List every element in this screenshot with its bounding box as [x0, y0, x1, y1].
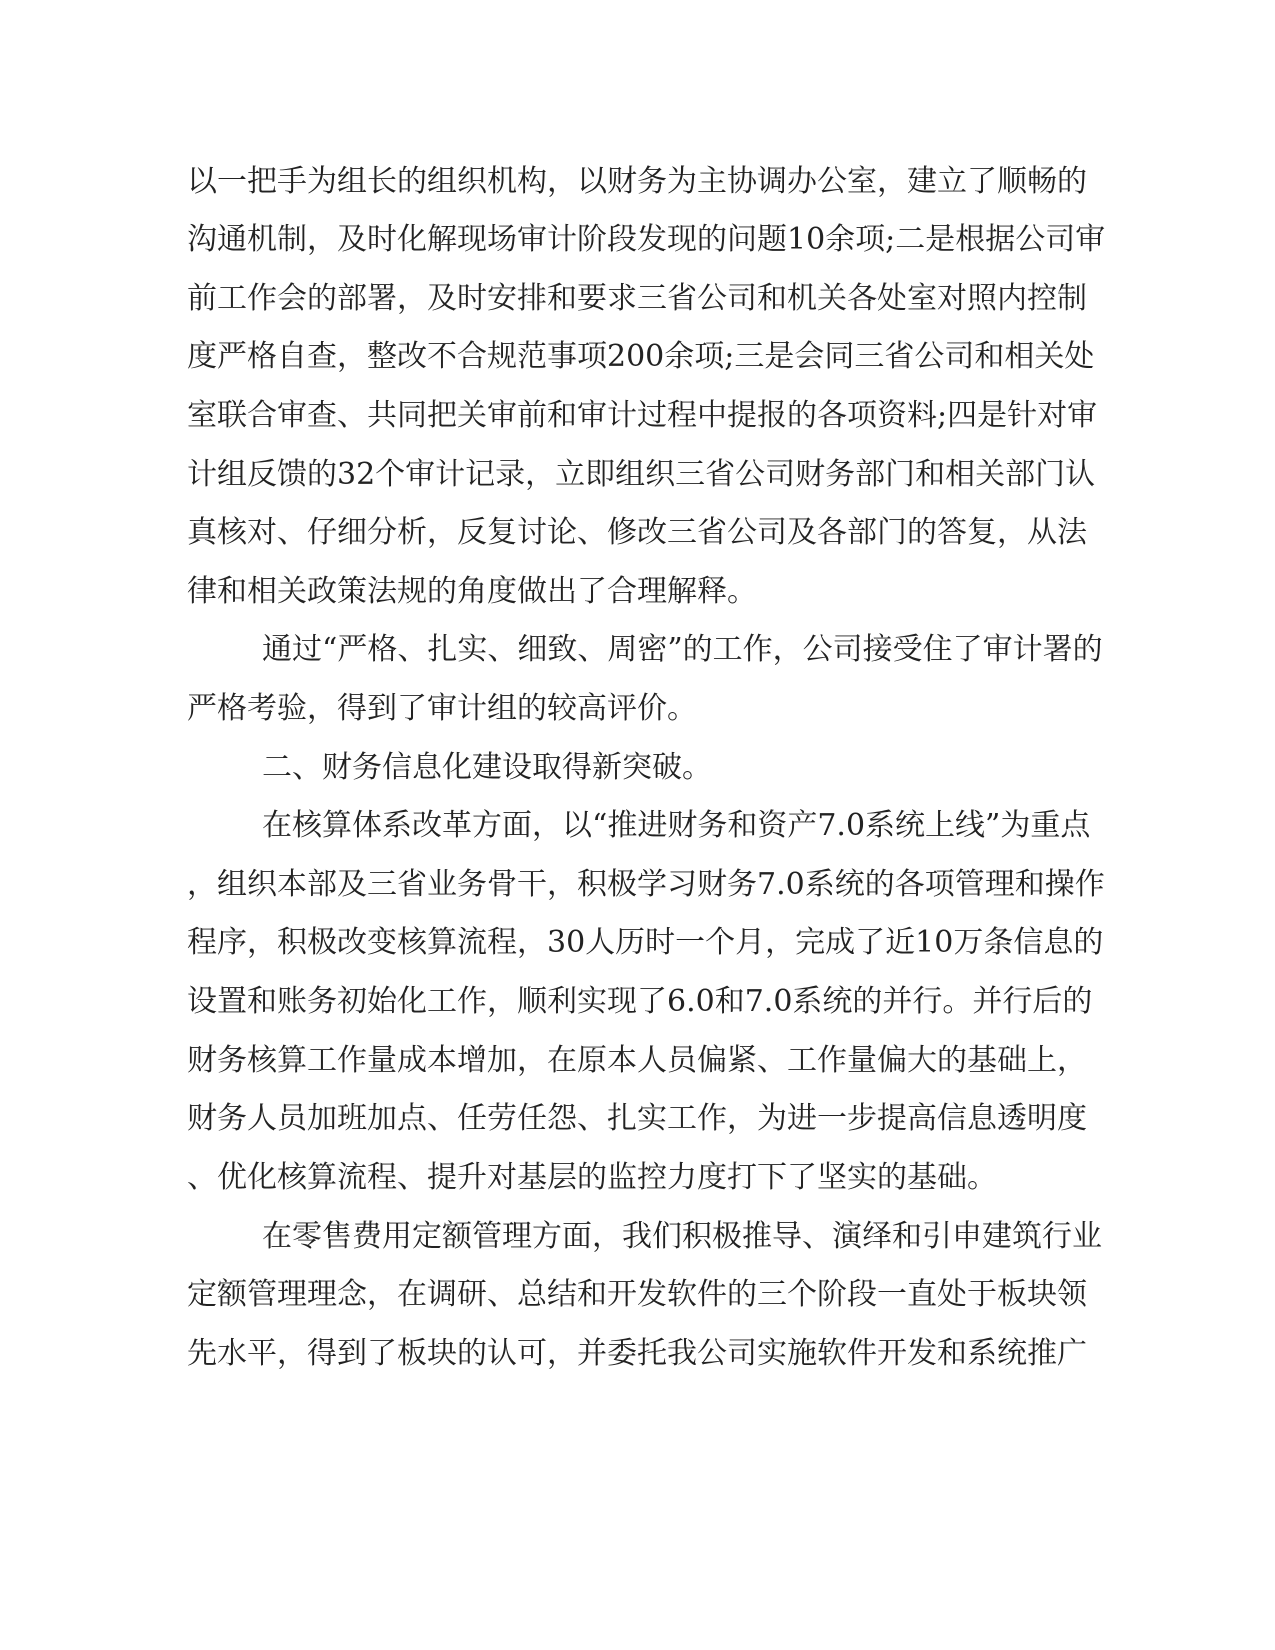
text-line: 程序，积极改变核算流程，30人历时一个月，完成了近10万条信息的	[187, 925, 1104, 960]
text-line: 度严格自查，整改不合规范事项200余项;三是会同三省公司和相关处	[187, 339, 1095, 374]
paragraph-first-line: 通过“严格、扎实、细致、周密”的工作，公司接受住了审计署的	[262, 632, 1103, 667]
text-line: 以一把手为组长的组织机构，以财务为主协调办公室，建立了顺畅的	[187, 164, 1087, 199]
text-line: 沟通机制，及时化解现场审计阶段发现的问题10余项;二是根据公司审	[187, 222, 1106, 257]
text-line: 严格考验，得到了审计组的较高评价。	[187, 691, 697, 726]
text-line: 前工作会的部署，及时安排和要求三省公司和机关各处室对照内控制	[187, 281, 1087, 316]
section-heading: 二、财务信息化建设取得新突破。	[262, 750, 712, 785]
text-line: ，组织本部及三省业务骨干，积极学习财务7.0系统的各项管理和操作	[187, 867, 1105, 902]
text-line: 先水平，得到了板块的认可，并委托我公司实施软件开发和系统推广	[187, 1336, 1087, 1371]
paragraph-first-line: 在零售费用定额管理方面，我们积极推导、演绎和引申建筑行业	[262, 1219, 1102, 1254]
text-line: 、优化核算流程、提升对基层的监控力度打下了坚实的基础。	[187, 1160, 997, 1195]
paragraph-first-line: 在核算体系改革方面，以“推进财务和资产7.0系统上线”为重点	[262, 808, 1091, 843]
text-line: 真核对、仔细分析，反复讨论、修改三省公司及各部门的答复，从法	[187, 515, 1087, 550]
text-line: 财务核算工作量成本增加，在原本人员偏紧、工作量偏大的基础上，	[187, 1043, 1087, 1078]
text-line: 定额管理理念，在调研、总结和开发软件的三个阶段一直处于板块领	[187, 1277, 1087, 1312]
text-line: 设置和账务初始化工作，顺利实现了6.0和7.0系统的并行。并行后的	[187, 984, 1093, 1019]
text-line: 计组反馈的32个审计记录，立即组织三省公司财务部门和相关部门认	[187, 457, 1096, 492]
text-line: 室联合审查、共同把关审前和审计过程中提报的各项资料;四是针对审	[187, 398, 1098, 433]
text-line: 律和相关政策法规的角度做出了合理解释。	[187, 574, 757, 609]
text-line: 财务人员加班加点、任劳任怨、扎实工作，为进一步提高信息透明度	[187, 1101, 1087, 1136]
